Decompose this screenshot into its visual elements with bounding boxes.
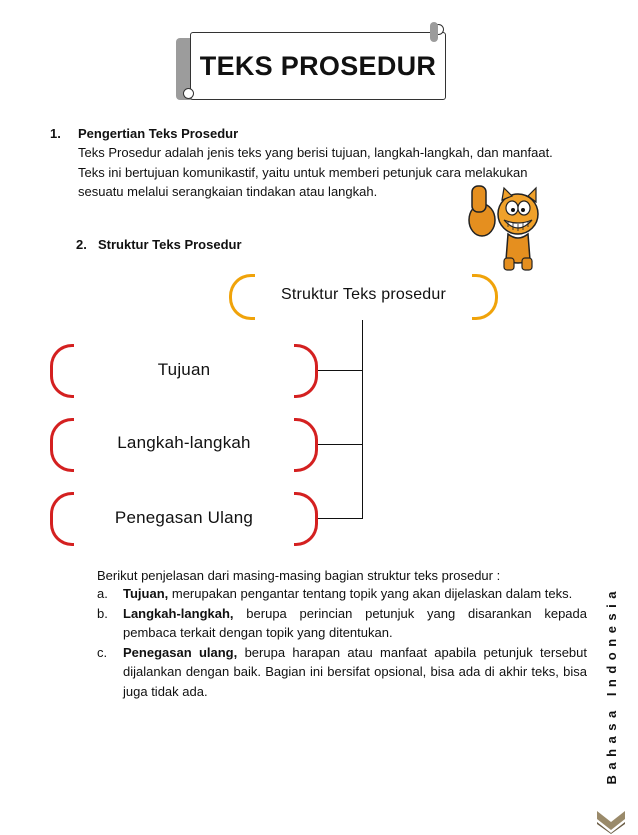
penegasan-left-bracket — [50, 492, 74, 546]
tujuan-right-bracket — [294, 344, 318, 398]
section-1-heading: Pengertian Teks Prosedur — [78, 126, 239, 141]
langkah-left-bracket — [50, 418, 74, 472]
paragraph-line: Teks Prosedur adalah jenis teks yang berisi tujuan, langkah-langkah, dan manfaat. — [78, 145, 553, 160]
list-item — [97, 643, 587, 702]
list-item-letter: a. — [97, 586, 108, 601]
subject-side-label — [596, 560, 626, 810]
page-title: TEKS PROSEDUR — [190, 32, 446, 100]
section-2-number: 2. — [76, 237, 87, 252]
paragraph-line: Teks ini bertujuan komunikastif, yaitu untuk memberi petunjuk cara melakukan — [78, 164, 528, 180]
penegasan-right-bracket — [294, 492, 318, 546]
paragraph-line: sesuatu melalui serangkaian tindakan atau langkah. — [78, 184, 378, 199]
structure-node-langkah: Langkah-langkah — [117, 433, 251, 452]
root-left-bracket — [229, 274, 255, 320]
subject-side-label-text: Bahasa Indonesia — [603, 585, 619, 785]
section-1-number: 1. — [50, 126, 61, 141]
list-item — [97, 604, 587, 643]
list-item-term: Langkah-langkah, — [123, 605, 234, 621]
tujuan-left-bracket — [50, 344, 74, 398]
list-item-term: Penegasan ulang, — [123, 644, 238, 660]
section-2-heading: Struktur Teks Prosedur — [98, 237, 242, 252]
list-item-body — [123, 584, 572, 604]
list-item-body — [123, 604, 587, 643]
diagram-connector-tujuan — [318, 370, 363, 371]
cartoon-cat-thumbs-up-icon — [452, 180, 544, 272]
scroll-curl-icon — [183, 88, 194, 99]
diagram-connector-vertical — [362, 320, 363, 518]
diagram-connector-langkah — [318, 444, 363, 445]
list-item-term: Tujuan, — [123, 586, 169, 601]
list-item-body — [123, 643, 587, 702]
structure-node-tujuan: Tujuan — [157, 360, 211, 379]
double-chevron-down-icon — [596, 810, 626, 834]
explanation-list — [97, 584, 587, 701]
structure-node-penegasan: Penegasan Ulang — [114, 508, 254, 527]
list-item-text: berupa perincian petunjuk yang disarankan kepada pembaca terkait dengan topik yang ditentukan. — [123, 605, 587, 640]
scroll-roll-decoration — [430, 22, 438, 42]
structure-root-label: Struktur Teks prosedur — [280, 286, 447, 303]
list-item-letter: c. — [97, 644, 108, 660]
list-item — [97, 584, 587, 604]
langkah-right-bracket — [294, 418, 318, 472]
explanation-intro: Berikut penjelasan dari masing-masing bagian struktur teks prosedur : — [97, 568, 501, 583]
root-right-bracket — [472, 274, 498, 320]
list-item-text: berupa harapan atau manfaat apabila petunjuk tersebut dijalankan dengan baik. Bagian ini bersifat opsional, bisa ada di akhir teks, bisa juga tidak ada. — [123, 644, 587, 699]
diagram-connector-penegasan — [318, 518, 363, 519]
list-item-text: merupakan pengantar tentang topik yang akan dijelaskan dalam teks. — [168, 586, 573, 601]
list-item-letter: b. — [97, 605, 108, 621]
